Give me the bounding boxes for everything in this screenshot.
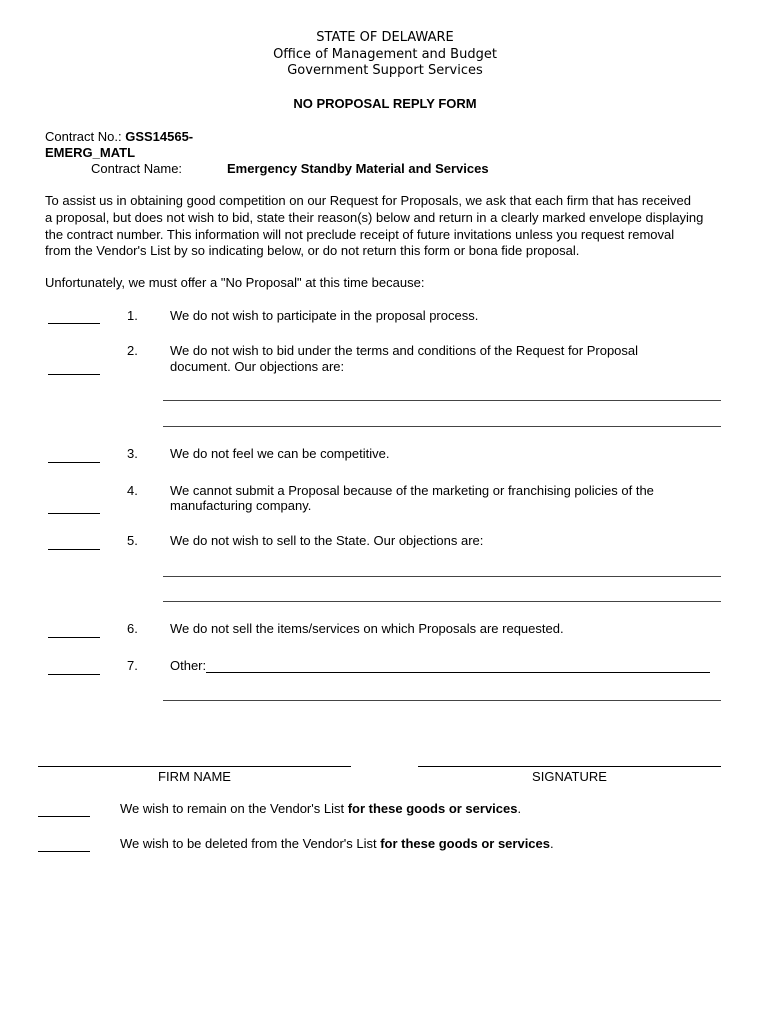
- other-reason-line[interactable]: [206, 672, 710, 673]
- intro-line: a proposal, but does not wish to bid, state their reason(s) below and return in a clearly marked envelope displaying: [45, 210, 704, 225]
- reason-number: 7.: [127, 658, 138, 673]
- reason-text: We do not sell the items/services on which Proposals are requested.: [170, 621, 564, 636]
- form-title: NO PROPOSAL REPLY FORM: [293, 96, 477, 111]
- reason-2-check-blank[interactable]: [48, 374, 100, 375]
- option-text-end: .: [517, 801, 522, 816]
- reason-4-check-blank[interactable]: [48, 513, 100, 514]
- objection-line[interactable]: [163, 576, 721, 577]
- option-text-end: .: [550, 836, 554, 851]
- intro-line: the contract number. This information will not preclude receipt of future invitations unless you request removal: [45, 227, 675, 242]
- remain-on-list-blank[interactable]: [38, 816, 90, 817]
- contract-number-value-cont: EMERG_MATL: [45, 145, 136, 160]
- reason-number: 1.: [127, 308, 138, 323]
- contract-name-value: Emergency Standby Material and Services: [227, 161, 489, 176]
- objection-line[interactable]: [163, 601, 721, 602]
- reason-1-check-blank[interactable]: [48, 323, 100, 324]
- reason-number: 4.: [127, 483, 138, 498]
- option-text: We wish to remain on the Vendor's List: [120, 801, 348, 816]
- office-heading: Office of Management and Budget: [273, 47, 497, 62]
- option-text-bold: for these goods or services: [347, 801, 518, 816]
- intro-line: To assist us in obtaining good competition on our Request for Proposals, we ask that each firm that has received: [45, 193, 692, 208]
- contract-name-label: Contract Name:: [91, 161, 183, 176]
- division-heading: Government Support Services: [287, 63, 483, 78]
- option-text-bold: for these goods or services: [380, 836, 550, 851]
- state-heading: STATE OF DELAWARE: [316, 30, 454, 45]
- objection-line[interactable]: [163, 426, 721, 427]
- option-text: We wish to be deleted from the Vendor's List: [120, 836, 381, 851]
- signature-line[interactable]: [418, 766, 721, 767]
- remain-on-list-text: [120, 801, 521, 817]
- reason-5-check-blank[interactable]: [48, 549, 100, 550]
- reason-text: manufacturing company.: [170, 498, 312, 513]
- firm-name-line[interactable]: [38, 766, 351, 767]
- reason-3-check-blank[interactable]: [48, 462, 100, 463]
- reason-text: We do not wish to sell to the State. Our objections are:: [170, 533, 484, 548]
- contract-number: [45, 129, 193, 145]
- firm-name-label: FIRM NAME: [158, 769, 231, 784]
- lead-in-text: Unfortunately, we must offer a "No Proposal" at this time because:: [45, 275, 425, 290]
- reason-number: 5.: [127, 533, 138, 548]
- reason-text: We cannot submit a Proposal because of the marketing or franchising policies of the: [170, 483, 654, 498]
- reason-text: We do not wish to bid under the terms and conditions of the Request for Proposal: [170, 343, 639, 358]
- reason-number: 6.: [127, 621, 138, 636]
- reason-text: document. Our objections are:: [170, 359, 345, 374]
- other-reason-line-2[interactable]: [163, 700, 721, 701]
- reason-text: Other:: [170, 658, 207, 673]
- intro-line: from the Vendor's List by so indicating below, or do not return this form or bona fide proposal.: [45, 243, 580, 258]
- reason-7-check-blank[interactable]: [48, 674, 100, 675]
- signature-label: SIGNATURE: [532, 769, 607, 784]
- delete-from-list-text: [120, 836, 554, 852]
- contract-number-label: Contract No.:: [45, 129, 126, 144]
- reason-6-check-blank[interactable]: [48, 637, 100, 638]
- reason-number: 3.: [127, 446, 138, 461]
- reason-text: We do not feel we can be competitive.: [170, 446, 390, 461]
- reason-text: We do not wish to participate in the proposal process.: [170, 308, 479, 323]
- reason-number: 2.: [127, 343, 138, 358]
- contract-number-value: GSS14565-: [125, 129, 194, 144]
- objection-line[interactable]: [163, 400, 721, 401]
- delete-from-list-blank[interactable]: [38, 851, 90, 852]
